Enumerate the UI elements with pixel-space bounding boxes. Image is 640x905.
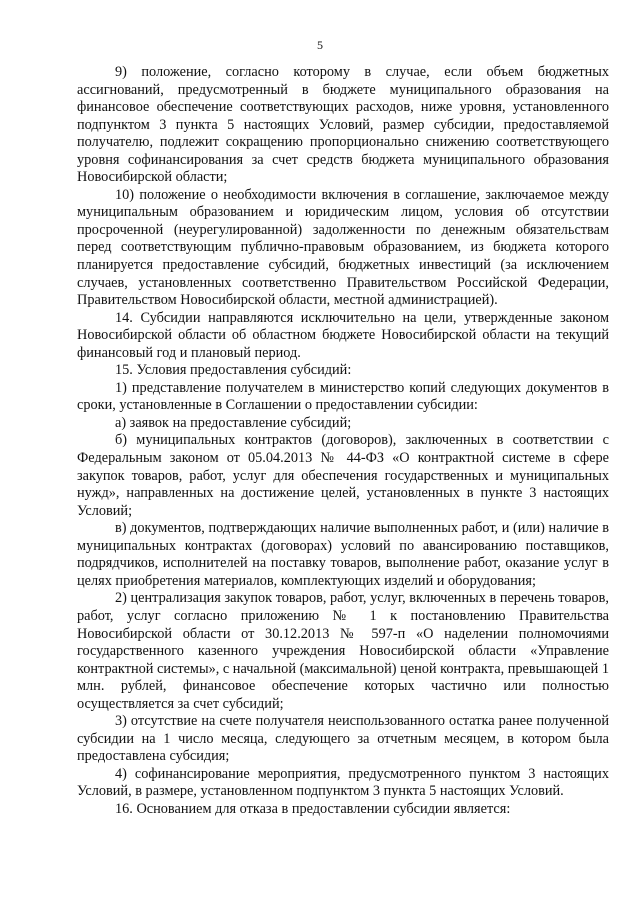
paragraph-condition-2-centralized-procurement: 2) централизация закупок товаров, работ, услуг, включенных в перечень товаров, работ, услуг согласно приложению № 1 к постановлению Правительства Новосибирской области от 30.12.2013 № 597-п «О наделении полномочиями государственного казенного учреждения Новосибирской области «Управление контрактной системы», с начальной (максимальной) ценой контракта, превышающей 1 млн. рублей, финансовое обеспечение которых частично или полностью осуществляется за счет субсидий; [77, 590, 609, 712]
paragraph-clause-15-heading: 15. Условия предоставления субсидий: [115, 362, 352, 379]
paragraph-clause-14-purpose: 14. Субсидии направляются исключительно на цели, утвержденные законом Новосибирской области об областном бюджете Новосибирской области на текущий финансовый год и плановый период. [77, 309, 609, 361]
paragraph-clause-16-refusal-grounds: 16. Основанием для отказа в предоставлении субсидии является: [115, 800, 511, 817]
paragraph-item-9-budget-reduction: 9) положение, согласно которому в случае, если объем бюджетных ассигнований, предусмотренный в бюджете муниципального образования на финансовое обеспечение соответствующих расходов, ниже уровня, установленного подпунктом 3 пункта 5 настоящих Условий, размер субсидии, предоставляемой получателю, подлежит сокращению пропорционально снижению соответствующего уровня софинансирования за счет средств бюджета муниципального образования Новосибирской области; [77, 64, 609, 186]
paragraph-condition-1a-requests: а) заявок на предоставление субсидий; [115, 414, 352, 431]
paragraph-condition-1-documents: 1) представление получателем в министерство копий следующих документов в сроки, установленные в Соглашении о предоставлении субсидии: [77, 379, 609, 414]
paragraph-condition-1b-contracts: б) муниципальных контрактов (договоров), заключенных в соответствии с Федеральным законом от 05.04.2013 № 44-ФЗ «О контрактной системе в сфере закупок товаров, работ, услуг для обеспечения государственных и муниципальных нужд», направленных на достижение целей, установленных в пункте 3 настоящих Условий; [77, 432, 609, 519]
paragraph-condition-1v-proof-documents: в) документов, подтверждающих наличие выполненных работ, и (или) наличие в муниципальных контрактах (договорах) условий по авансированию поставщиков, подрядчиков, исполнителей на поставку товаров, выполнение работ, оказание услуг в целях приобретения материалов, комплектующих изделий и оборудования; [77, 520, 609, 589]
paragraph-item-10-no-overdue-debt: 10) положение о необходимости включения в соглашение, заключаемое между муниципальным образованием и юридическим лицом, условия об отсутствии просроченной (неурегулированной) задолженности по денежным обязательствам перед соответствующим публично-правовым образованием, из бюджета которого планируется предоставление субсидий, бюджетных инвестиций (за исключением случаев, установленных соответственно Правительством Российской Федерации, Правительством Новосибирской области, местной администрацией). [77, 186, 609, 309]
page-number: 5 [317, 38, 323, 52]
document-body [77, 64, 609, 819]
paragraph-condition-4-cofinancing: 4) софинансирование мероприятия, предусмотренного пунктом 3 настоящих Условий, в размере, установленном подпунктом 3 пункта 5 настоящих Условий. [77, 765, 609, 800]
paragraph-condition-3-no-unused-balance: 3) отсутствие на счете получателя неиспользованного остатка ранее полученной субсидии на 1 число месяца, следующего за отчетным месяцем, в котором была предоставлена субсидия; [77, 713, 609, 765]
